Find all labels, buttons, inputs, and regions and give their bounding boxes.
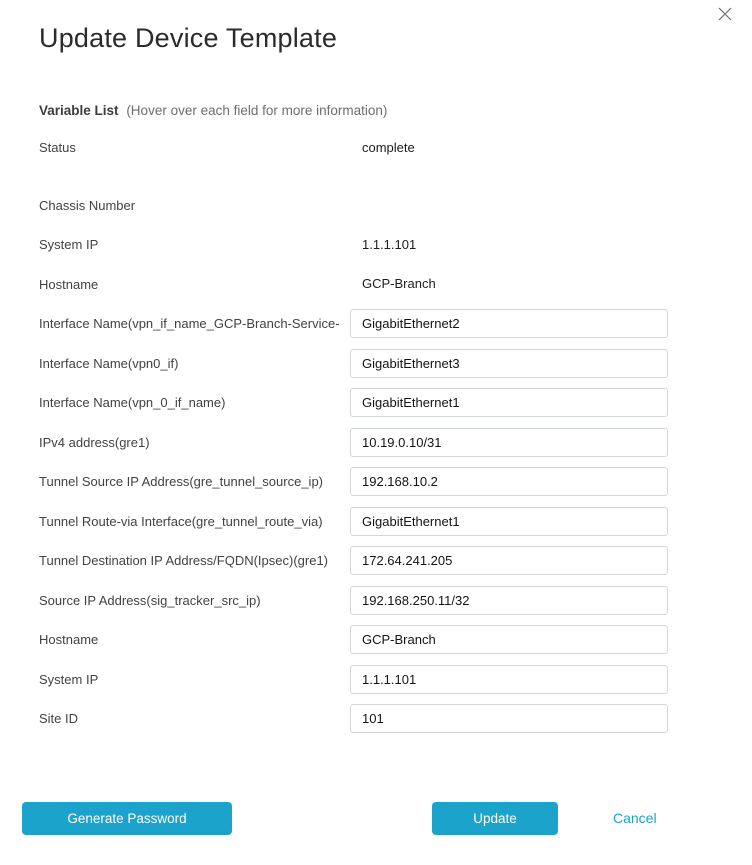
field-value-cell xyxy=(350,704,668,733)
field-label-interface-name-vpn-if-name-gcp-branch-se: Interface Name(vpn_if_name_GCP-Branch-Service- xyxy=(39,316,340,332)
field-static-value: complete xyxy=(362,139,415,155)
field-row-tunnel-route-via-interface-gre-tunnel-ro xyxy=(0,502,752,542)
field-row-tunnel-destination-ip-address-fqdn-ipsec xyxy=(0,541,752,581)
field-label-source-ip-address-sig-tracker-src-ip: Source IP Address(sig_tracker_src_ip) xyxy=(39,592,261,608)
field-value-cell xyxy=(350,236,668,254)
update-button[interactable]: Update xyxy=(432,802,558,835)
field-value-cell xyxy=(350,139,668,157)
close-icon[interactable] xyxy=(716,5,734,23)
field-label-tunnel-destination-ip-address-fqdn-ipsec: Tunnel Destination IP Address/FQDN(Ipsec)(gre1) xyxy=(39,553,329,569)
field-label-system-ip: System IP xyxy=(39,237,99,253)
field-label-tunnel-route-via-interface-gre-tunnel-ro: Tunnel Route-via Interface(gre_tunnel_route_via) xyxy=(39,513,323,529)
field-label-tunnel-source-ip-address-gre-tunnel-sour: Tunnel Source IP Address(gre_tunnel_source_ip) xyxy=(39,474,324,490)
field-value-cell xyxy=(350,349,668,378)
field-input-hostname[interactable] xyxy=(350,625,668,654)
field-value-cell xyxy=(350,388,668,417)
field-value-cell xyxy=(350,275,668,293)
field-row-tunnel-source-ip-address-gre-tunnel-sour xyxy=(0,462,752,502)
field-label-hostname: Hostname xyxy=(39,632,99,648)
field-row-status xyxy=(0,128,752,168)
field-value-cell xyxy=(350,507,668,536)
field-input-system-ip[interactable] xyxy=(350,665,668,694)
field-label-ipv4-address-gre1: IPv4 address(gre1) xyxy=(39,434,150,450)
field-row-hostname xyxy=(0,265,752,305)
field-row-system-ip xyxy=(0,225,752,265)
field-label-site-id: Site ID xyxy=(39,711,79,727)
field-label-interface-name-vpn-0-if-name: Interface Name(vpn_0_if_name) xyxy=(39,395,226,411)
field-value-cell xyxy=(350,665,668,694)
field-input-tunnel-destination-ip-address-fqdn-ipsec[interactable] xyxy=(350,546,668,575)
dialog-footer xyxy=(0,802,752,835)
page-title: Update Device Template xyxy=(39,23,338,53)
field-row-ipv4-address-gre1 xyxy=(0,423,752,463)
variable-list xyxy=(0,128,752,739)
field-row-source-ip-address-sig-tracker-src-ip xyxy=(0,581,752,621)
field-input-interface-name-vpn-0-if-name[interactable] xyxy=(350,388,668,417)
field-value-cell xyxy=(350,428,668,457)
field-row-system-ip xyxy=(0,660,752,700)
field-value-cell xyxy=(350,309,668,338)
field-input-source-ip-address-sig-tracker-src-ip[interactable] xyxy=(350,586,668,615)
variable-list-title: Variable List xyxy=(39,103,119,118)
variable-list-hint: (Hover over each field for more information) xyxy=(126,103,388,118)
field-input-interface-name-vpn0-if[interactable] xyxy=(350,349,668,378)
field-value-cell xyxy=(350,196,668,214)
field-label-interface-name-vpn0-if: Interface Name(vpn0_if) xyxy=(39,355,179,371)
field-static-value: 1.1.1.101 xyxy=(362,236,417,252)
field-row-interface-name-vpn0-if xyxy=(0,344,752,384)
dialog-header xyxy=(0,0,752,54)
field-label-hostname: Hostname xyxy=(39,276,99,292)
field-value-cell xyxy=(350,467,668,496)
field-input-tunnel-source-ip-address-gre-tunnel-sour[interactable] xyxy=(350,467,668,496)
field-value-cell xyxy=(350,586,668,615)
field-label-status: Status xyxy=(39,140,76,156)
field-label-chassis-number: Chassis Number xyxy=(39,197,136,213)
field-value-cell xyxy=(350,625,668,654)
field-label-system-ip: System IP xyxy=(39,671,99,687)
field-input-tunnel-route-via-interface-gre-tunnel-ro[interactable] xyxy=(350,507,668,536)
field-input-ipv4-address-gre1[interactable] xyxy=(350,428,668,457)
field-value-cell xyxy=(350,546,668,575)
field-row-chassis-number xyxy=(0,186,752,226)
cancel-button[interactable]: Cancel xyxy=(613,802,657,835)
field-input-site-id[interactable] xyxy=(350,704,668,733)
field-row-interface-name-vpn-0-if-name xyxy=(0,383,752,423)
field-row-site-id xyxy=(0,699,752,739)
field-input-interface-name-vpn-if-name-gcp-branch-se[interactable] xyxy=(350,309,668,338)
field-row-interface-name-vpn-if-name-gcp-branch-se xyxy=(0,304,752,344)
generate-password-button[interactable]: Generate Password xyxy=(22,802,232,835)
field-static-value: GCP-Branch xyxy=(362,276,436,292)
variable-list-heading xyxy=(39,103,752,118)
field-row-hostname xyxy=(0,620,752,660)
